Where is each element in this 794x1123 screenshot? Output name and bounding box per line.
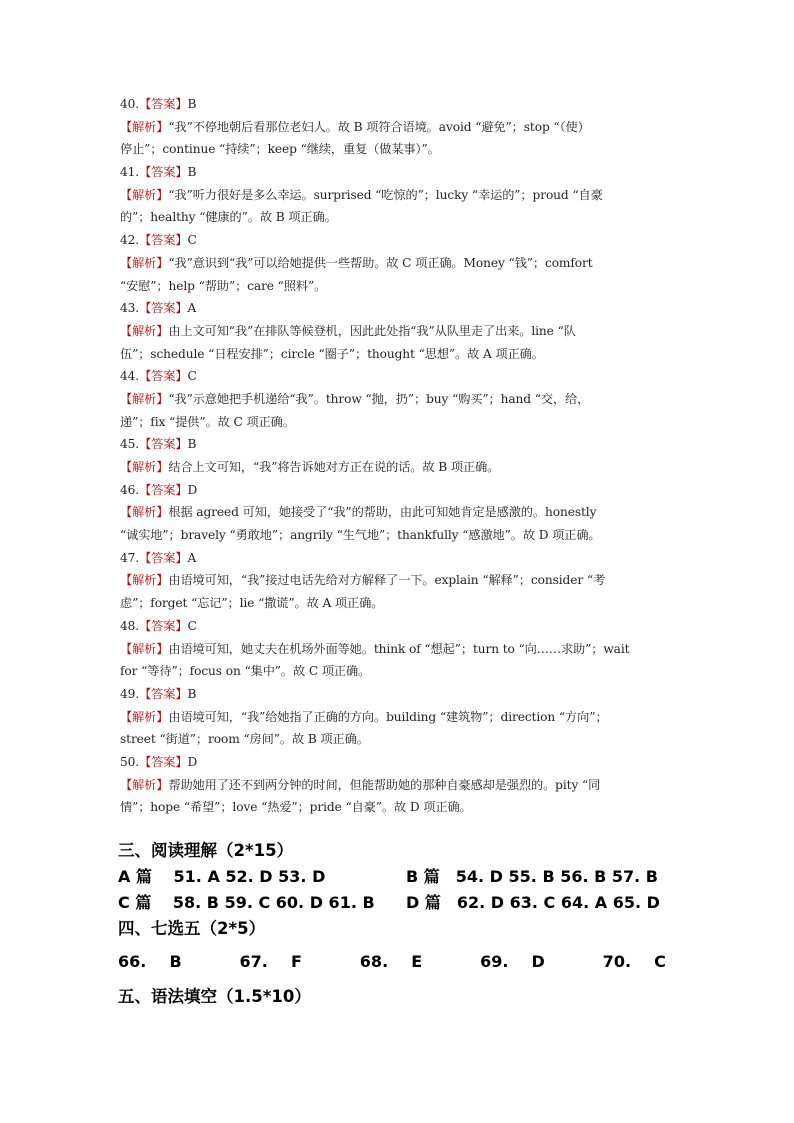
- analysis-text: street “街道”；room “房间”。故 B 项正确。: [120, 732, 369, 747]
- answer-label: 【答案】: [139, 754, 188, 769]
- answer-letter: C: [187, 233, 197, 248]
- analysis-line: [120, 343, 676, 366]
- analysis-line: [120, 796, 676, 819]
- analysis-line: [120, 638, 676, 661]
- analysis-text: 由语境可知，“我”接过电话先给对方解释了一下。explain “解释”；consider “考: [168, 573, 606, 588]
- analysis-line: [120, 320, 676, 343]
- analysis-line: [120, 660, 676, 683]
- answer-label: 【答案】: [139, 550, 188, 565]
- analysis-line: [120, 569, 676, 592]
- analysis-label: 【解析】: [120, 573, 169, 588]
- analysis-line: [120, 592, 676, 615]
- answer-letter: D: [187, 754, 198, 769]
- answer-letter: D: [187, 482, 198, 497]
- answer-line: [120, 751, 676, 774]
- analysis-text: “诚实地”；bravely “勇敢地”；angrily “生气地”；thankfully “感激地”。故 D 项正确。: [120, 528, 601, 543]
- answer-line: [120, 161, 676, 184]
- analysis-text: 帮助她用了还不到两分钟的时间，但能帮助她的那种自豪感却是强烈的。pity “同: [168, 777, 601, 792]
- question-number: 50.: [120, 754, 140, 769]
- analysis-text: 伍”；schedule “日程安排”；circle “圈子”；thought “思想”。故 A 项正确。: [120, 346, 544, 361]
- question-number: 48.: [120, 618, 140, 633]
- analysis-line: [120, 275, 676, 298]
- analysis-text: “我”意识到“我”可以给她提供一些帮助。故 C 项正确。Money “钱”；comfort: [168, 255, 593, 270]
- analysis-text: 的”；healthy “健康的”。故 B 项正确。: [120, 210, 337, 225]
- analysis-line: [120, 252, 676, 275]
- answer-letter: C: [187, 618, 197, 633]
- analysis-text: “我”示意她把手机递给“我”。throw “抛，扔”；buy “购买”；hand “交，给，: [168, 391, 590, 406]
- section-reading-title: 三、阅读理解（2*15）: [118, 841, 294, 860]
- answer-line: [120, 479, 676, 502]
- analysis-text: 递”；fix “提供”。故 C 项正确。: [120, 414, 295, 429]
- analysis-label: 【解析】: [120, 460, 169, 474]
- question-number: 40.: [120, 97, 140, 111]
- answer-line: [120, 615, 676, 638]
- passage-b-answers: B 篇 54. D 55. B 56. B 57. B: [406, 867, 659, 886]
- section-grammar-fill-title: 五、语法填空（1.5*10）: [118, 987, 311, 1006]
- analysis-line: [120, 138, 676, 161]
- answer-letter: B: [187, 97, 197, 111]
- analysis-text: 停止”；continue “持续”；keep “继续，重复（做某事）”。: [120, 142, 440, 157]
- analysis-line: [120, 524, 676, 547]
- analysis-line: [120, 206, 676, 229]
- question-number: 41.: [120, 165, 140, 180]
- answer-label: 【答案】: [139, 165, 188, 180]
- passage-d-answers: D 篇 62. D 63. C 64. A 65. D: [406, 893, 660, 912]
- analysis-line: [120, 456, 676, 479]
- answer-letter: A: [187, 550, 197, 565]
- answer-label: 【答案】: [139, 618, 188, 633]
- answer-line: [120, 93, 676, 116]
- answer-letter: B: [187, 165, 197, 180]
- analysis-label: 【解析】: [120, 119, 169, 134]
- answer-line: [120, 229, 676, 252]
- answer-line: [120, 365, 676, 388]
- analysis-text: 由语境可知，她丈夫在机场外面等她。think of “想起”；turn to “向……求助”；wait: [168, 641, 630, 656]
- reading-answers-row-1: [118, 864, 678, 890]
- analysis-label: 【解析】: [120, 777, 169, 792]
- answer-line: [120, 433, 676, 456]
- analysis-line: [120, 184, 676, 207]
- analysis-text: “我”不停地朝后看那位老妇人。故 B 项符合语境。avoid “避免”；stop “（使）: [168, 119, 590, 134]
- question-number: 42.: [120, 233, 140, 248]
- answer-label: 【答案】: [139, 369, 188, 384]
- answer-line: [120, 683, 676, 706]
- passage-a-answers: A 篇 51. A 52. D 53. D: [118, 867, 326, 886]
- analysis-text: “我”听力很好是多么幸运。surprised “吃惊的”；lucky “幸运的”；proud “自豪: [168, 187, 603, 202]
- question-number: 44.: [120, 369, 140, 384]
- answer-analysis-list: [120, 93, 676, 819]
- analysis-text: for “等待”；focus on “集中”。故 C 项正确。: [120, 664, 371, 679]
- answer-key-sections: [118, 838, 678, 1010]
- analysis-line: [120, 774, 676, 797]
- analysis-text: 由语境可知，“我”给她指了正确的方向。building “建筑物”；direction “方向”；: [168, 709, 608, 724]
- analysis-line: [120, 116, 676, 139]
- answer-label: 【答案】: [139, 233, 188, 248]
- analysis-label: 【解析】: [120, 255, 169, 270]
- analysis-text: 由上文可知“我”在排队等候登机，因此此处指“我”从队里走了出来。line “队: [168, 323, 576, 338]
- analysis-label: 【解析】: [120, 391, 169, 406]
- passage-c-answers: C 篇 58. B 59. C 60. D 61. B: [118, 893, 375, 912]
- reading-answers-row-2: [118, 890, 678, 916]
- answer-label: 【答案】: [139, 301, 188, 316]
- analysis-label: 【解析】: [120, 187, 169, 202]
- answer-label: 【答案】: [139, 686, 188, 701]
- analysis-label: 【解析】: [120, 323, 169, 338]
- analysis-label: 【解析】: [120, 505, 169, 520]
- question-number: 47.: [120, 550, 140, 565]
- analysis-text: 情”；hope “希望”；love “热爱”；pride “自豪”。故 D 项正确。: [120, 800, 472, 815]
- question-number: 46.: [120, 482, 140, 497]
- analysis-text: 结合上文可知，“我”将告诉她对方正在说的话。故 B 项正确。: [168, 460, 500, 474]
- answer-letter: A: [187, 301, 197, 316]
- analysis-line: [120, 501, 676, 524]
- analysis-text: 根据 agreed 可知，她接受了“我”的帮助，由此可知她肯定是感激的。honestly: [168, 505, 597, 520]
- answer-label: 【答案】: [139, 482, 188, 497]
- analysis-line: [120, 411, 676, 434]
- analysis-label: 【解析】: [120, 641, 169, 656]
- answer-letter: B: [187, 437, 197, 452]
- answer-line: [120, 547, 676, 570]
- analysis-label: 【解析】: [120, 709, 169, 724]
- answer-letter: C: [187, 369, 197, 384]
- question-number: 45.: [120, 437, 140, 452]
- answer-label: 【答案】: [139, 97, 188, 111]
- analysis-line: [120, 388, 676, 411]
- section-seven-choose-five-title: 四、七选五（2*5）: [118, 919, 266, 938]
- analysis-text: “安慰”；help “帮助”；care “照料”。: [120, 278, 327, 293]
- analysis-text: 虑”；forget “忘记”；lie “撒谎”。故 A 项正确。: [120, 596, 384, 611]
- question-number: 43.: [120, 301, 140, 316]
- analysis-line: [120, 728, 676, 751]
- question-number: 49.: [120, 686, 140, 701]
- answer-line: [120, 297, 676, 320]
- seven-choose-five-answers: 66. B 67. F 68. E 69. D 70. C: [118, 952, 666, 971]
- analysis-line: [120, 706, 676, 729]
- answer-label: 【答案】: [139, 437, 188, 452]
- answer-letter: B: [187, 686, 197, 701]
